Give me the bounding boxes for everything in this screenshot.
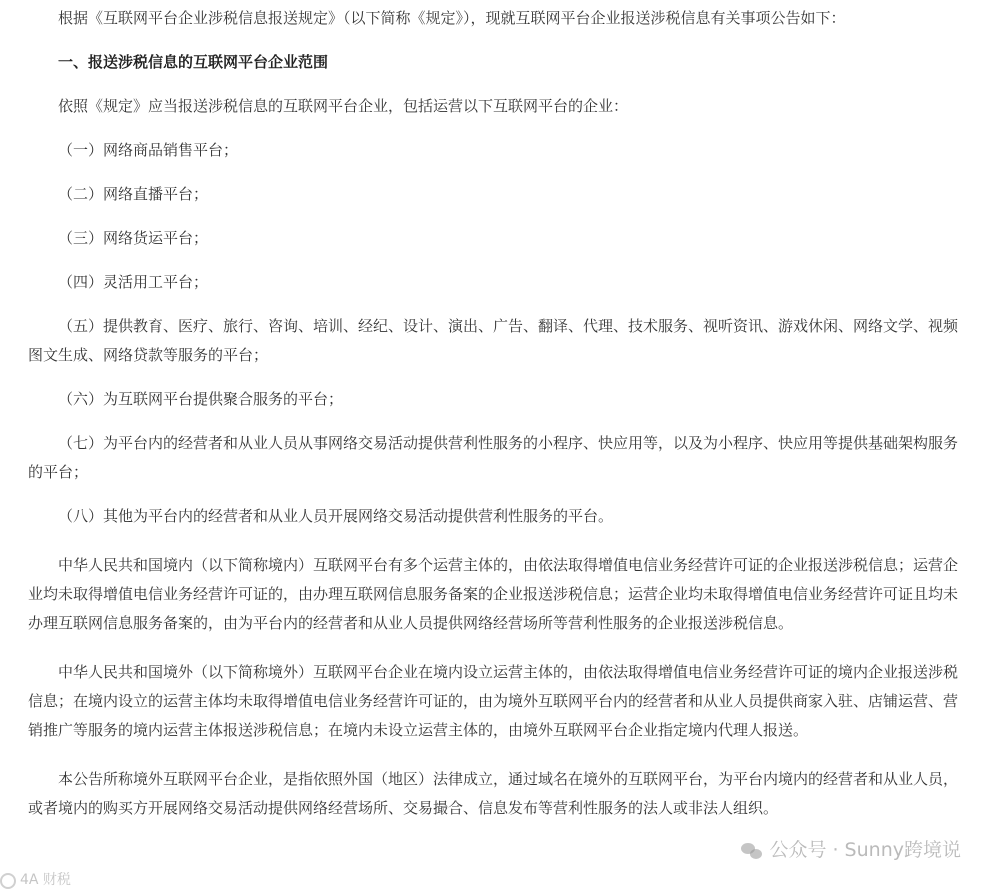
list-item-3: （三）网络货运平台；: [58, 229, 209, 247]
list-item-8: （八）其他为平台内的经营者和从业人员开展网络交易活动提供营利性服务的平台。: [58, 507, 614, 525]
list-item-6: （六）为互联网平台提供聚合服务的平台；: [58, 390, 344, 408]
definition-paragraph: 本公告所称境外互联网平台企业，是指依照外国（地区）法律成立，通过域名在境外的互联网平台，为平台内境内的经营者和从业人员，或者境内的购买方开展网络交易活动提供网络经营场所、交易撮合、信息发布等营利性服务的法人或非法人组织。: [28, 770, 959, 817]
list-item-2: （二）网络直播平台；: [58, 185, 209, 203]
list-item-5: （五）提供教育、医疗、旅行、咨询、培训、经纪、设计、演出、广告、翻译、代理、技术服务、视听资讯、游戏休闲、网络文学、视频图文生成、网络贷款等服务的平台；: [28, 317, 959, 364]
section-heading: 一、报送涉税信息的互联网平台企业范围: [58, 53, 329, 71]
list-item-7: （七）为平台内的经营者和从业人员从事网络交易活动提供营利性服务的小程序、快应用等，以及为小程序、快应用等提供基础架构服务的平台；: [28, 434, 959, 481]
watermark-right: [741, 836, 961, 865]
watermark-left: [0, 866, 71, 893]
document-page: [0, 4, 993, 893]
wechat-icon: [741, 842, 763, 860]
watermark-left-text: 4A 财税: [20, 872, 71, 888]
watermark-right-text: 公众号 · Sunny跨境说: [769, 839, 961, 861]
scope-paragraph: 依照《规定》应当报送涉税信息的互联网平台企业，包括运营以下互联网平台的企业：: [58, 97, 629, 115]
list-item-1: （一）网络商品销售平台；: [58, 141, 239, 159]
watermark-logo-icon: [0, 873, 16, 889]
intro-paragraph: 根据《互联网平台企业涉税信息报送规定》（以下简称《规定》），现就互联网平台企业报送涉税信息有关事项公告如下：: [58, 9, 846, 27]
overseas-paragraph: 中华人民共和国境外（以下简称境外）互联网平台企业在境内设立运营主体的，由依法取得增值电信业务经营许可证的境内企业报送涉税信息；在境内设立的运营主体均未取得增值电信业务经营许可证的，由为境外互联网平台内的经营者和从业人员提供商家入驻、店铺运营、营销推广等服务的境内运营主体报送涉税信息；在境内未设立运营主体的，由境外互联网平台企业指定境内代理人报送。: [28, 663, 959, 739]
domestic-paragraph: 中华人民共和国境内（以下简称境内）互联网平台有多个运营主体的，由依法取得增值电信业务经营许可证的企业报送涉税信息；运营企业均未取得增值电信业务经营许可证的，由办理互联网信息服务备案的企业报送涉税信息；运营企业均未取得增值电信业务经营许可证且均未办理互联网信息服务备案的，由为平台内的经营者和从业人员提供网络经营场所等营利性服务的企业报送涉税信息。: [28, 556, 959, 632]
list-item-4: （四）灵活用工平台；: [58, 273, 209, 291]
